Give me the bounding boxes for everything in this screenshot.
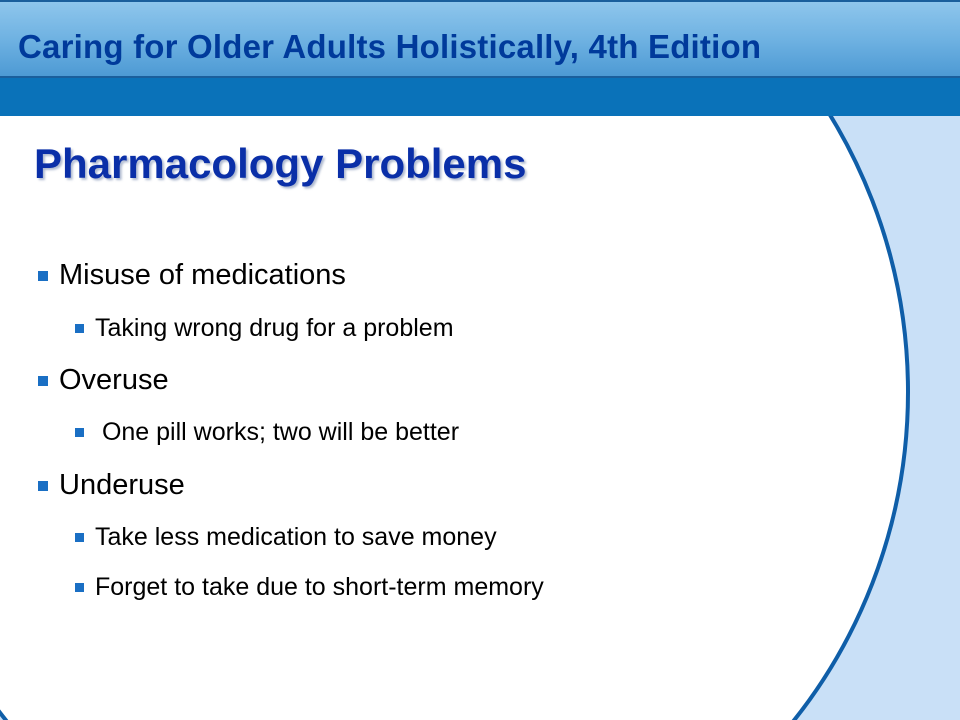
square-bullet-icon [38, 481, 48, 491]
sub-bullet-item [75, 523, 497, 552]
square-bullet-icon [75, 533, 84, 542]
bullet-item [38, 469, 185, 502]
bullet-text: Taking wrong drug for a problem [95, 314, 454, 342]
sub-bullet-item [75, 418, 459, 447]
square-bullet-icon [75, 324, 84, 333]
bullet-text: Take less medication to save money [95, 523, 497, 551]
sub-bullet-item [75, 573, 544, 602]
bullet-text: Forget to take due to short-term memory [95, 573, 544, 601]
slide-title: Pharmacology Problems [34, 140, 527, 187]
sub-bullet-item [75, 314, 454, 343]
square-bullet-icon [38, 271, 48, 281]
bullet-text: One pill works; two will be better [95, 418, 460, 446]
bullet-text: Underuse [59, 469, 185, 501]
header-title: Caring for Older Adults Holistically, 4th Edition [18, 28, 762, 65]
bullet-text: Misuse of medications [59, 259, 346, 291]
square-bullet-icon [38, 376, 48, 386]
bullet-text: Overuse [59, 364, 169, 396]
square-bullet-icon [75, 583, 84, 592]
square-bullet-icon [75, 428, 84, 437]
bullet-item [38, 259, 346, 292]
bullet-item [38, 364, 169, 397]
